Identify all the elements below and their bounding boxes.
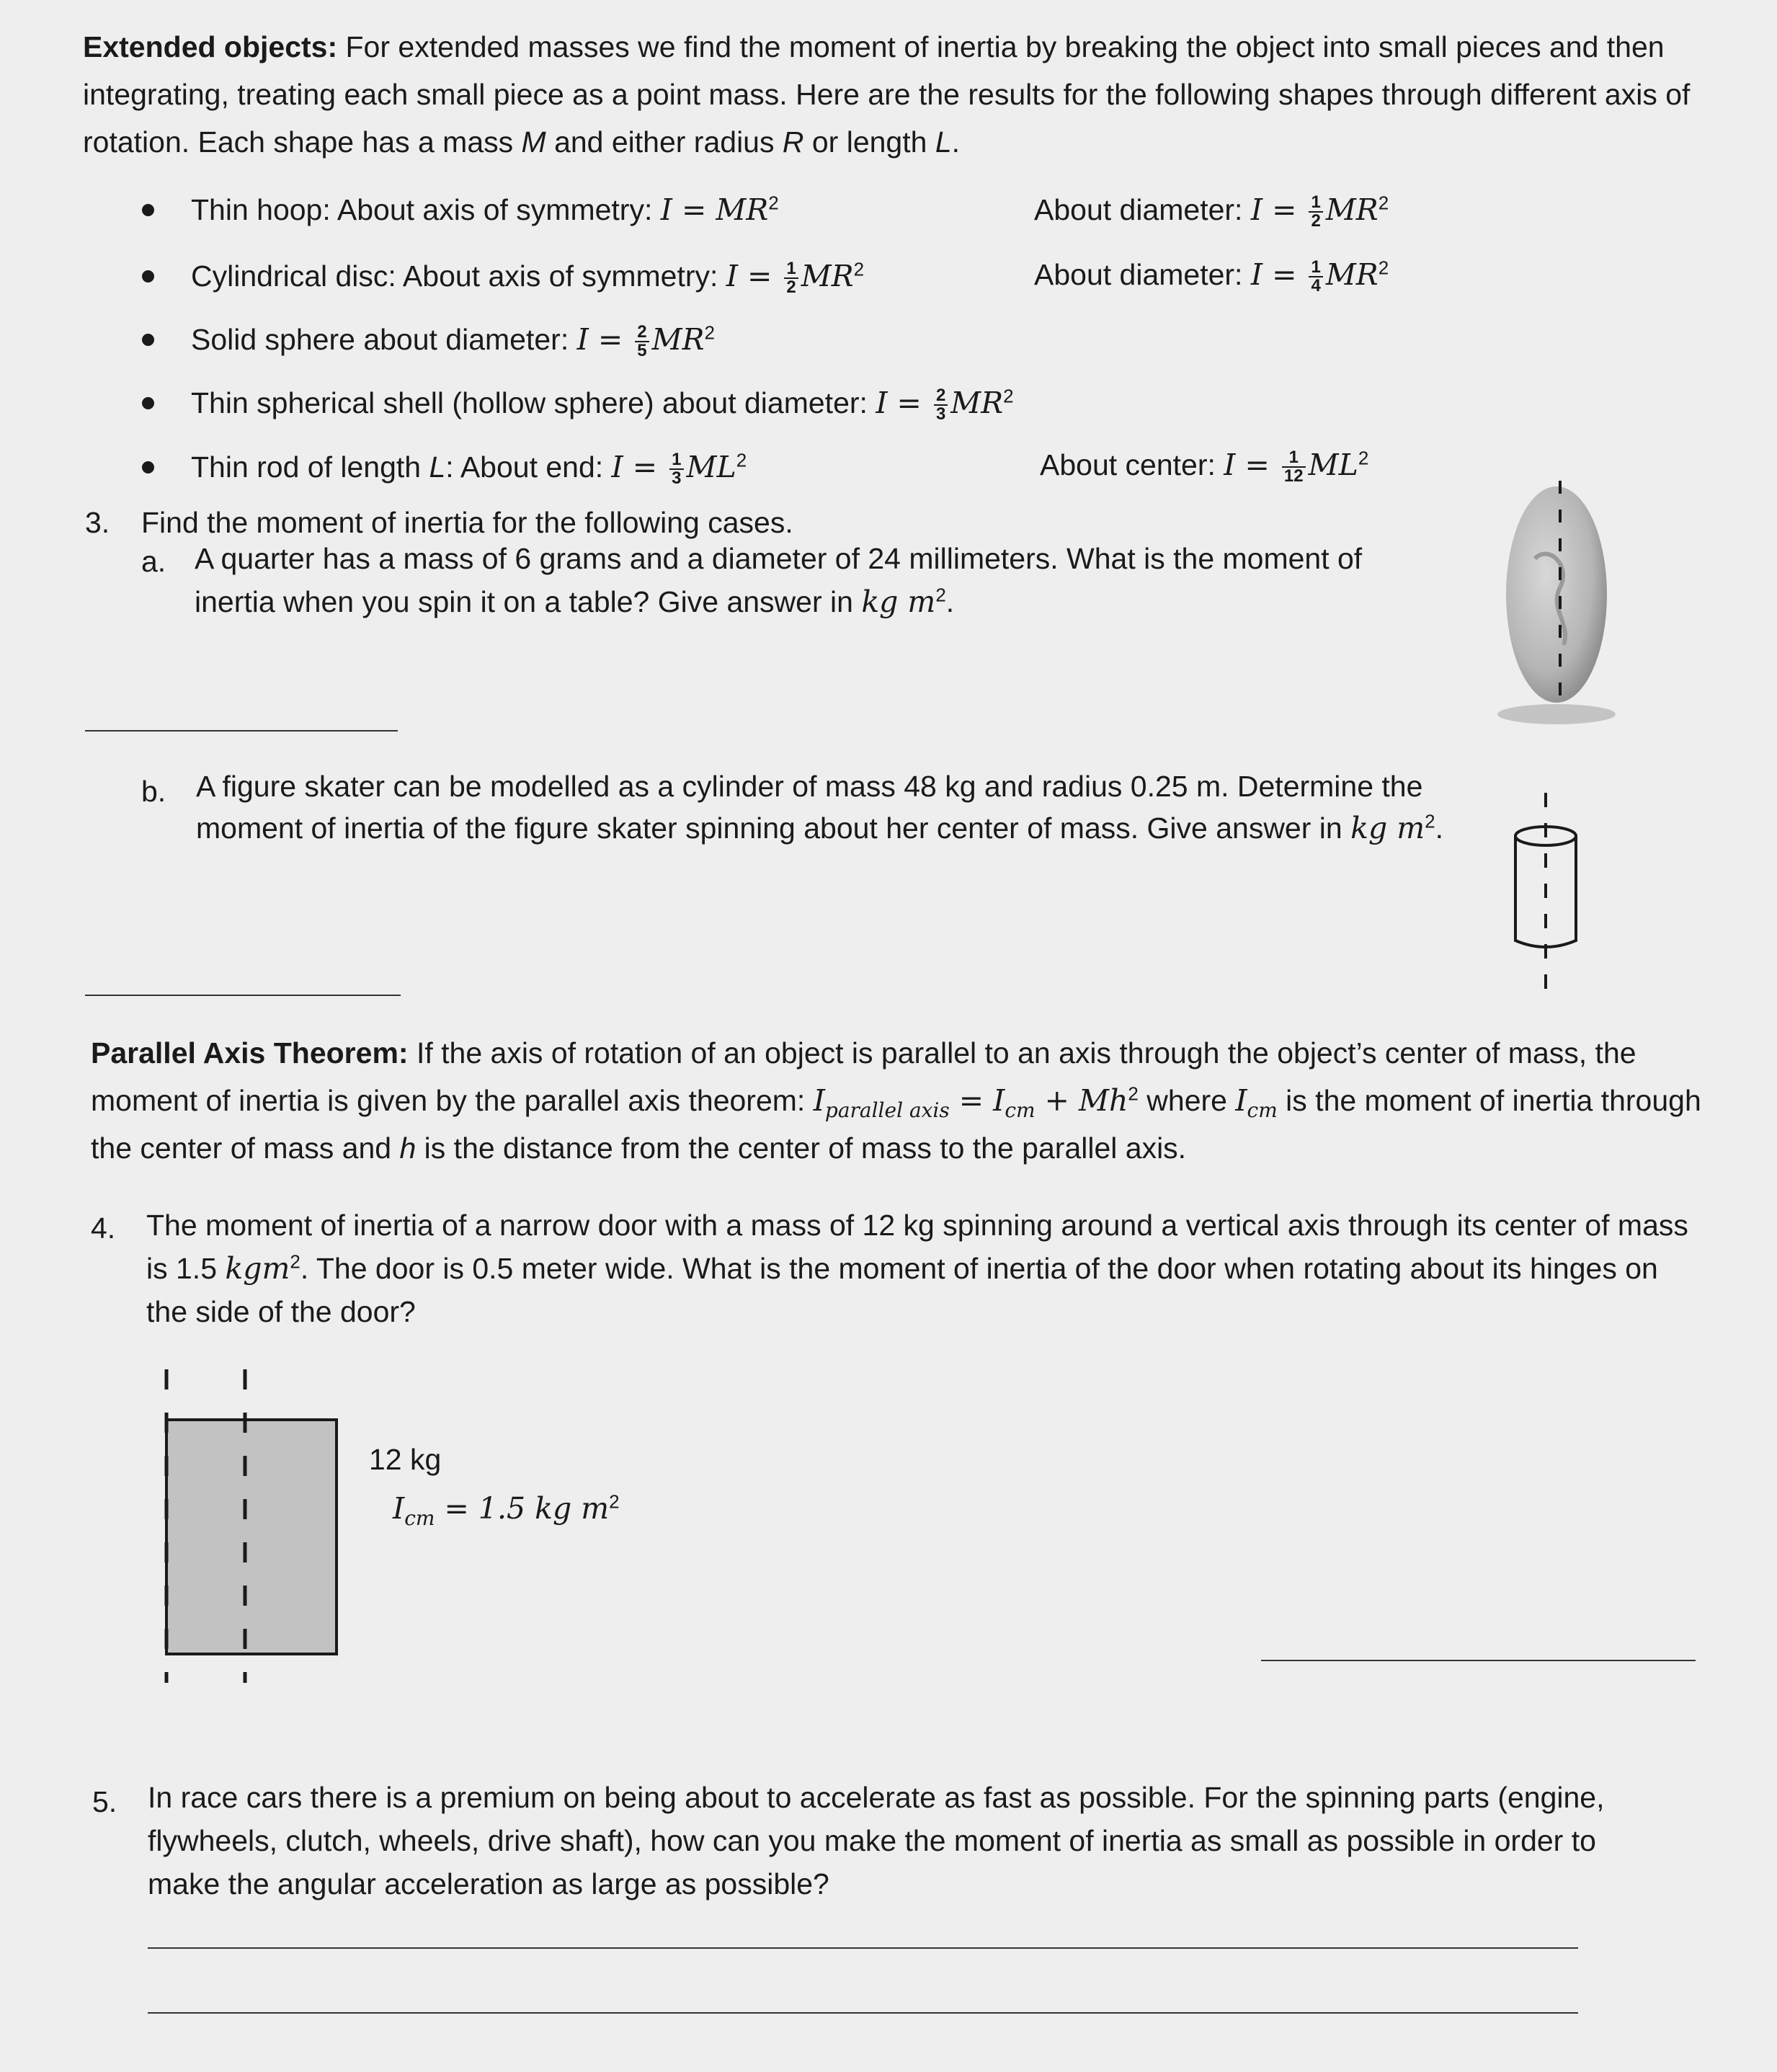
door-mass-label: 12 kg — [369, 1443, 442, 1476]
q5-text: In race cars there is a premium on being about to accelerate as fast as possible. For the spinning parts (engine, flywheels, clutch, wheels, drive shaft), how can you make the moment of inertia as small as possible in order to make the angular acceleration as large as possible? — [148, 1781, 1605, 1900]
parallel-axis-paragraph: Parallel Axis Theorem: If the axis of rotation of an object is parallel to an axis through the object’s center of mass, the moment of inertia is given by the parallel axis theorem: $I_{parallel axis} = I_{cm} + Mh^2$ where $I_{cm}$ is the moment of inertia through the center of mass and h is the distance from the center of mass to the parallel axis. — [91, 1036, 1701, 1165]
quarter-coin-illustration — [1492, 472, 1621, 728]
shape-disc: Cylindrical disc: About axis of symmetry: I = $\frac{1}{2}$ $MR^2$ — [191, 258, 865, 298]
q4-number: 4. — [91, 1211, 116, 1245]
q4-text: The moment of inertia of a narrow door with a mass of 12 kg spinning around a vertical axis through its center of mass is 1.5 kgm$^2$. The door is 0.5 meter wide. What is the moment of inertia of the door when rotating about its hinges on the side of the door? — [146, 1209, 1688, 1328]
bullet-dot — [142, 204, 154, 216]
fraction: $\frac{2}{5}$ — [635, 324, 649, 360]
q3a-answer-line[interactable] — [85, 730, 398, 732]
shape-shell: Thin spherical shell (hollow sphere) about diameter: I = $\frac{2}{3}$ $MR^2$ — [191, 385, 1014, 424]
shape-hoop-alt: About diameter: I = $\frac{1}{2}$ $MR^2$ — [1034, 192, 1389, 231]
q3-number: 3. — [85, 506, 110, 539]
shape-hoop: Thin hoop: About axis of symmetry: $I = MR^2$ — [191, 192, 779, 227]
q5-number: 5. — [92, 1785, 117, 1818]
bullet-dot — [142, 334, 154, 346]
shape-rod-alt: About center: I = $\frac{1}{12}$ $ML^2$ — [1040, 447, 1369, 486]
fraction: $\frac{1}{2}$ — [784, 260, 798, 296]
shape-rod: Thin rod of length L: About end: I = $\frac{1}{3}$ $ML^2$ — [191, 449, 747, 489]
bullet-dot — [142, 270, 154, 283]
fraction: $\frac{1}{12}$ — [1282, 449, 1306, 485]
q5-answer-line-2[interactable] — [148, 2012, 1578, 2014]
bullet-dot — [142, 397, 154, 409]
intro-paragraph: Extended objects: For extended masses we find the moment of inertia by breaking the object into small pieces and then integrating, treating each small piece as a point mass. Here are the results for the following shapes through different axis of rotation. Each shape has a mass M and either radius R or length L. — [83, 30, 1691, 159]
q3a-text: A quarter has a mass of 6 grams and a diameter of 24 millimeters. What is the moment of inertia when you spin it on a table? Give answer in kg $m^2$. — [195, 542, 1363, 619]
fraction: $\frac{1}{2}$ — [1309, 194, 1322, 230]
coin-shadow — [1497, 704, 1616, 724]
q4-answer-line[interactable] — [1261, 1660, 1696, 1661]
fraction: $\frac{1}{4}$ — [1309, 259, 1322, 295]
cylinder-illustration — [1506, 789, 1585, 1002]
shape-sphere: Solid sphere about diameter: I = $\frac{2}{5}$ $MR^2$ — [191, 321, 715, 361]
fraction: $\frac{2}{3}$ — [934, 387, 948, 423]
q5-answer-line-1[interactable] — [148, 1947, 1578, 1949]
q3-text: Find the moment of inertia for the following cases. — [141, 506, 793, 539]
door-rectangle — [166, 1420, 337, 1654]
door-diagram — [151, 1366, 346, 1686]
shape-disc-alt: About diameter: I = $\frac{1}{4}$ $MR^2$ — [1034, 257, 1389, 296]
parallel-heading: Parallel Axis Theorem: — [91, 1036, 409, 1070]
door-inertia-label: $I_{cm} = 1.5$ kg $m^2$ — [393, 1490, 620, 1531]
q3b-letter: b. — [141, 775, 166, 808]
q3a-letter: a. — [141, 545, 166, 578]
intro-heading: Extended objects: — [83, 30, 338, 63]
bullet-dot — [142, 461, 154, 473]
fraction: $\frac{1}{3}$ — [669, 451, 683, 487]
q3b-text: A figure skater can be modelled as a cylinder of mass 48 kg and radius 0.25 m. Determine the moment of inertia of the figure skater spinning about her center of mass. Give answer in kg $m^2$. — [196, 770, 1443, 845]
q3b-answer-line[interactable] — [85, 995, 401, 996]
